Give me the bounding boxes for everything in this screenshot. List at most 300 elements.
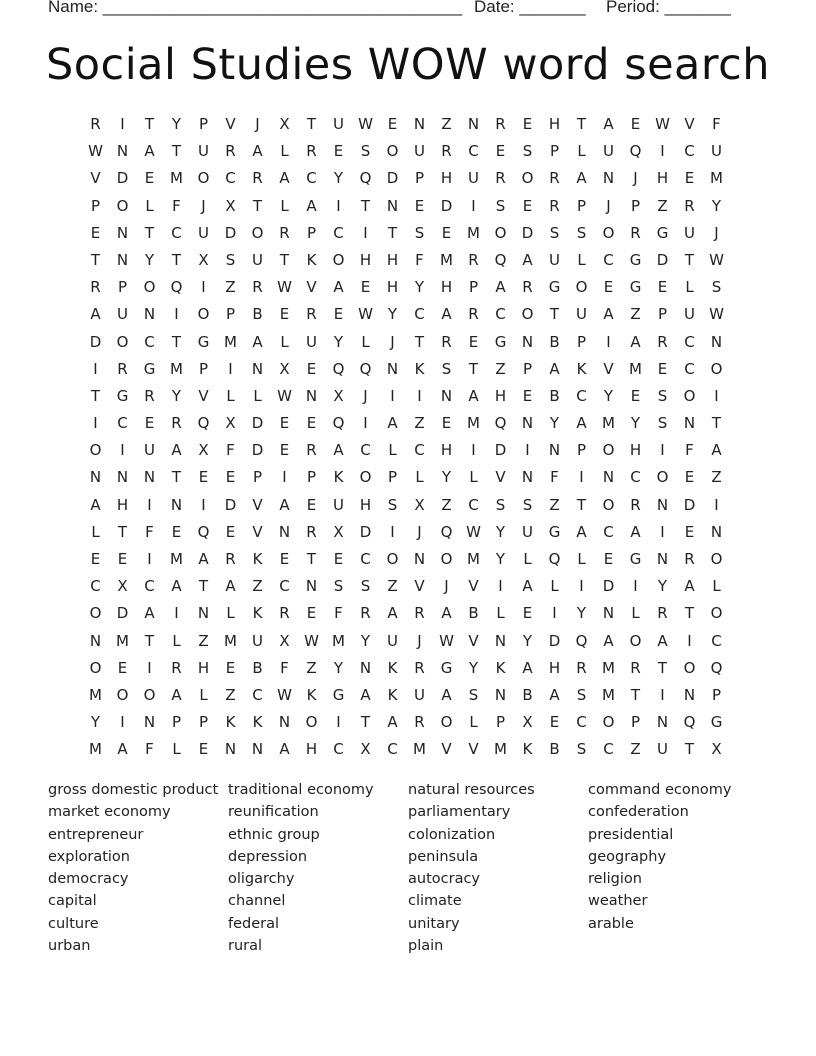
- date-field-label[interactable]: Date: _______: [474, 0, 586, 16]
- grid-letter[interactable]: Q: [629, 142, 642, 161]
- grid-letter[interactable]: Q: [494, 250, 507, 269]
- grid-letter[interactable]: J: [444, 577, 449, 596]
- grid-letter[interactable]: J: [417, 631, 422, 650]
- grid-letter[interactable]: V: [90, 169, 101, 188]
- grid-letter[interactable]: A: [549, 359, 560, 378]
- grid-letter[interactable]: I: [120, 115, 125, 133]
- grid-letter[interactable]: A: [333, 441, 344, 460]
- grid-letter[interactable]: T: [360, 196, 371, 215]
- grid-letter[interactable]: R: [414, 658, 425, 677]
- grid-letter[interactable]: G: [143, 359, 156, 378]
- grid-letter[interactable]: O: [602, 495, 615, 514]
- grid-letter[interactable]: E: [468, 332, 479, 351]
- grid-letter[interactable]: N: [251, 740, 264, 759]
- grid-letter[interactable]: I: [336, 713, 341, 732]
- grid-letter[interactable]: E: [198, 740, 209, 759]
- grid-letter[interactable]: O: [710, 550, 723, 568]
- grid-letter[interactable]: Z: [225, 278, 236, 297]
- grid-letter[interactable]: R: [117, 359, 128, 378]
- grid-letter[interactable]: A: [333, 278, 344, 297]
- grid-letter[interactable]: C: [117, 414, 128, 433]
- grid-letter[interactable]: K: [387, 685, 398, 704]
- grid-letter[interactable]: H: [440, 278, 453, 297]
- grid-letter[interactable]: G: [548, 278, 561, 297]
- grid-letter[interactable]: H: [386, 278, 399, 297]
- grid-letter[interactable]: I: [606, 332, 611, 351]
- grid-letter[interactable]: C: [90, 577, 101, 596]
- grid-letter[interactable]: P: [306, 223, 317, 242]
- grid-letter[interactable]: D: [683, 495, 696, 514]
- grid-letter[interactable]: U: [252, 631, 263, 650]
- grid-letter[interactable]: O: [143, 685, 156, 704]
- grid-letter[interactable]: A: [441, 604, 452, 623]
- grid-letter[interactable]: L: [415, 468, 424, 487]
- grid-letter[interactable]: M: [413, 740, 426, 759]
- grid-letter[interactable]: R: [495, 115, 506, 133]
- grid-letter[interactable]: A: [603, 305, 614, 324]
- grid-letter[interactable]: X: [279, 631, 290, 650]
- grid-letter[interactable]: K: [387, 658, 398, 677]
- grid-letter[interactable]: W: [88, 142, 103, 161]
- grid-letter[interactable]: I: [174, 305, 179, 324]
- grid-letter[interactable]: Z: [657, 196, 668, 215]
- grid-letter[interactable]: Y: [333, 169, 344, 188]
- grid-letter[interactable]: H: [197, 658, 210, 677]
- grid-letter[interactable]: A: [576, 522, 587, 541]
- grid-letter[interactable]: A: [630, 522, 641, 541]
- grid-letter[interactable]: E: [684, 169, 695, 188]
- grid-letter[interactable]: C: [576, 713, 587, 732]
- grid-letter[interactable]: H: [548, 658, 561, 677]
- grid-letter[interactable]: Y: [630, 414, 641, 433]
- grid-letter[interactable]: M: [332, 631, 345, 650]
- grid-letter[interactable]: U: [684, 223, 695, 242]
- grid-letter[interactable]: W: [277, 278, 292, 297]
- grid-letter[interactable]: N: [602, 604, 615, 623]
- grid-letter[interactable]: G: [629, 278, 642, 297]
- grid-letter[interactable]: L: [280, 142, 289, 161]
- grid-letter[interactable]: Q: [440, 522, 453, 541]
- grid-letter[interactable]: O: [602, 713, 615, 732]
- grid-letter[interactable]: U: [117, 305, 128, 324]
- grid-letter[interactable]: W: [439, 631, 454, 650]
- grid-letter[interactable]: Z: [306, 658, 317, 677]
- grid-letter[interactable]: N: [116, 468, 129, 487]
- grid-letter[interactable]: B: [252, 658, 263, 677]
- grid-letter[interactable]: T: [90, 386, 101, 405]
- grid-letter[interactable]: V: [468, 740, 479, 759]
- grid-letter[interactable]: A: [603, 631, 614, 650]
- grid-letter[interactable]: I: [417, 386, 422, 405]
- grid-letter[interactable]: N: [116, 250, 129, 269]
- grid-letter[interactable]: R: [225, 550, 236, 568]
- grid-letter[interactable]: T: [684, 250, 695, 269]
- grid-letter[interactable]: I: [120, 713, 125, 732]
- grid-letter[interactable]: O: [197, 305, 210, 324]
- grid-letter[interactable]: N: [197, 604, 210, 623]
- grid-letter[interactable]: R: [441, 142, 452, 161]
- grid-letter[interactable]: E: [684, 468, 695, 487]
- grid-letter[interactable]: Z: [414, 414, 425, 433]
- grid-letter[interactable]: T: [414, 332, 425, 351]
- grid-letter[interactable]: S: [360, 142, 371, 161]
- grid-letter[interactable]: N: [278, 713, 291, 732]
- grid-letter[interactable]: T: [684, 604, 695, 623]
- grid-letter[interactable]: R: [630, 223, 641, 242]
- grid-letter[interactable]: L: [685, 278, 694, 297]
- grid-letter[interactable]: Z: [630, 305, 641, 324]
- grid-letter[interactable]: R: [495, 169, 506, 188]
- grid-letter[interactable]: D: [224, 495, 237, 514]
- grid-letter[interactable]: S: [657, 386, 668, 405]
- grid-letter[interactable]: A: [90, 305, 101, 324]
- grid-letter[interactable]: I: [525, 441, 530, 460]
- grid-letter[interactable]: A: [387, 713, 398, 732]
- grid-letter[interactable]: V: [252, 522, 263, 541]
- grid-letter[interactable]: P: [414, 169, 425, 188]
- grid-letter[interactable]: I: [498, 577, 503, 596]
- grid-letter[interactable]: X: [198, 441, 209, 460]
- grid-letter[interactable]: A: [441, 685, 452, 704]
- grid-letter[interactable]: E: [144, 414, 155, 433]
- grid-letter[interactable]: M: [467, 414, 480, 433]
- grid-letter[interactable]: C: [603, 522, 614, 541]
- grid-letter[interactable]: Z: [225, 685, 236, 704]
- grid-letter[interactable]: D: [602, 577, 615, 596]
- grid-letter[interactable]: T: [306, 115, 317, 133]
- grid-letter[interactable]: D: [224, 223, 237, 242]
- grid-letter[interactable]: A: [630, 332, 641, 351]
- grid-letter[interactable]: S: [522, 142, 533, 161]
- grid-letter[interactable]: N: [683, 414, 696, 433]
- grid-letter[interactable]: E: [306, 604, 317, 623]
- grid-letter[interactable]: C: [333, 740, 344, 759]
- grid-letter[interactable]: D: [359, 522, 372, 541]
- grid-letter[interactable]: N: [710, 522, 723, 541]
- grid-letter[interactable]: B: [549, 332, 560, 351]
- grid-letter[interactable]: G: [197, 332, 210, 351]
- grid-letter[interactable]: L: [91, 522, 100, 541]
- grid-letter[interactable]: T: [144, 115, 155, 133]
- grid-letter[interactable]: L: [172, 740, 181, 759]
- grid-letter[interactable]: O: [89, 441, 102, 460]
- grid-letter[interactable]: U: [657, 740, 668, 759]
- grid-letter[interactable]: H: [440, 169, 453, 188]
- grid-letter[interactable]: T: [90, 250, 101, 269]
- grid-letter[interactable]: E: [171, 522, 182, 541]
- grid-letter[interactable]: P: [495, 713, 506, 732]
- grid-letter[interactable]: P: [630, 196, 641, 215]
- grid-letter[interactable]: P: [657, 305, 668, 324]
- grid-letter[interactable]: I: [93, 359, 98, 378]
- grid-letter[interactable]: A: [549, 685, 560, 704]
- grid-letter[interactable]: N: [440, 386, 453, 405]
- grid-letter[interactable]: T: [576, 495, 587, 514]
- grid-letter[interactable]: C: [360, 441, 371, 460]
- grid-letter[interactable]: I: [147, 658, 152, 677]
- grid-letter[interactable]: M: [170, 550, 183, 568]
- grid-letter[interactable]: Y: [576, 604, 587, 623]
- grid-letter[interactable]: W: [304, 631, 319, 650]
- grid-letter[interactable]: R: [171, 658, 182, 677]
- grid-letter[interactable]: A: [117, 740, 128, 759]
- grid-letter[interactable]: E: [333, 305, 344, 324]
- grid-letter[interactable]: K: [252, 713, 263, 732]
- grid-letter[interactable]: U: [333, 115, 344, 133]
- grid-letter[interactable]: L: [199, 685, 208, 704]
- grid-letter[interactable]: Z: [441, 115, 452, 133]
- grid-letter[interactable]: D: [548, 631, 561, 650]
- grid-letter[interactable]: D: [494, 441, 507, 460]
- grid-letter[interactable]: K: [495, 658, 506, 677]
- grid-letter[interactable]: E: [333, 142, 344, 161]
- grid-letter[interactable]: A: [225, 577, 236, 596]
- grid-letter[interactable]: A: [387, 414, 398, 433]
- grid-letter[interactable]: F: [334, 604, 343, 623]
- grid-letter[interactable]: A: [441, 305, 452, 324]
- grid-letter[interactable]: J: [201, 196, 206, 215]
- grid-letter[interactable]: S: [657, 414, 668, 433]
- grid-letter[interactable]: O: [602, 223, 615, 242]
- grid-letter[interactable]: U: [576, 305, 587, 324]
- grid-letter[interactable]: E: [279, 305, 290, 324]
- grid-letter[interactable]: E: [657, 278, 668, 297]
- grid-letter[interactable]: U: [252, 250, 263, 269]
- grid-letter[interactable]: O: [575, 278, 588, 297]
- grid-letter[interactable]: C: [144, 577, 155, 596]
- grid-letter[interactable]: F: [712, 115, 721, 133]
- grid-letter[interactable]: I: [660, 142, 665, 161]
- grid-letter[interactable]: Y: [171, 115, 182, 133]
- grid-letter[interactable]: S: [414, 223, 425, 242]
- grid-letter[interactable]: Y: [549, 414, 560, 433]
- grid-letter[interactable]: Y: [144, 250, 155, 269]
- grid-letter[interactable]: F: [145, 522, 154, 541]
- grid-letter[interactable]: L: [550, 577, 559, 596]
- grid-letter[interactable]: T: [306, 550, 317, 568]
- grid-letter[interactable]: I: [552, 604, 557, 623]
- grid-letter[interactable]: Y: [333, 332, 344, 351]
- grid-letter[interactable]: U: [144, 441, 155, 460]
- grid-letter[interactable]: M: [224, 631, 237, 650]
- grid-letter[interactable]: E: [657, 359, 668, 378]
- grid-letter[interactable]: T: [279, 250, 290, 269]
- grid-letter[interactable]: N: [89, 631, 102, 650]
- grid-letter[interactable]: C: [468, 495, 479, 514]
- grid-letter[interactable]: X: [333, 386, 344, 405]
- grid-letter[interactable]: E: [387, 115, 398, 133]
- grid-letter[interactable]: R: [414, 604, 425, 623]
- grid-letter[interactable]: E: [279, 550, 290, 568]
- grid-letter[interactable]: P: [225, 305, 236, 324]
- grid-letter[interactable]: O: [332, 250, 345, 269]
- grid-letter[interactable]: R: [630, 658, 641, 677]
- grid-letter[interactable]: C: [630, 468, 641, 487]
- grid-letter[interactable]: R: [414, 713, 425, 732]
- grid-letter[interactable]: J: [714, 223, 719, 242]
- grid-letter[interactable]: H: [359, 495, 372, 514]
- grid-letter[interactable]: L: [226, 386, 235, 405]
- grid-letter[interactable]: P: [549, 142, 560, 161]
- grid-letter[interactable]: G: [332, 685, 345, 704]
- grid-letter[interactable]: S: [576, 740, 587, 759]
- grid-letter[interactable]: Z: [252, 577, 263, 596]
- grid-letter[interactable]: I: [390, 522, 395, 541]
- grid-letter[interactable]: V: [495, 468, 506, 487]
- grid-letter[interactable]: N: [656, 495, 669, 514]
- grid-letter[interactable]: T: [171, 468, 182, 487]
- grid-letter[interactable]: Y: [387, 305, 398, 324]
- grid-letter[interactable]: E: [603, 550, 614, 568]
- grid-letter[interactable]: M: [602, 658, 615, 677]
- grid-letter[interactable]: D: [251, 441, 264, 460]
- grid-letter[interactable]: K: [252, 550, 263, 568]
- grid-letter[interactable]: P: [198, 115, 209, 133]
- grid-letter[interactable]: E: [603, 278, 614, 297]
- grid-letter[interactable]: Q: [575, 631, 588, 650]
- grid-letter[interactable]: P: [252, 468, 263, 487]
- grid-letter[interactable]: K: [225, 713, 236, 732]
- grid-letter[interactable]: M: [494, 740, 507, 759]
- grid-letter[interactable]: M: [116, 631, 129, 650]
- grid-letter[interactable]: C: [603, 740, 614, 759]
- grid-letter[interactable]: I: [363, 223, 368, 242]
- grid-letter[interactable]: N: [143, 713, 156, 732]
- grid-letter[interactable]: O: [521, 169, 534, 188]
- grid-letter[interactable]: E: [414, 196, 425, 215]
- grid-letter[interactable]: O: [251, 223, 264, 242]
- grid-letter[interactable]: M: [89, 685, 102, 704]
- grid-letter[interactable]: N: [413, 115, 426, 133]
- grid-letter[interactable]: E: [684, 522, 695, 541]
- grid-letter[interactable]: S: [225, 250, 236, 269]
- grid-letter[interactable]: D: [521, 223, 534, 242]
- grid-letter[interactable]: A: [171, 441, 182, 460]
- grid-letter[interactable]: L: [577, 550, 586, 568]
- grid-letter[interactable]: A: [576, 414, 587, 433]
- grid-letter[interactable]: N: [359, 658, 372, 677]
- grid-letter[interactable]: I: [228, 359, 233, 378]
- grid-letter[interactable]: X: [711, 740, 722, 759]
- grid-letter[interactable]: J: [417, 522, 422, 541]
- grid-letter[interactable]: B: [468, 604, 479, 623]
- grid-letter[interactable]: E: [90, 223, 101, 242]
- grid-letter[interactable]: N: [143, 305, 156, 324]
- grid-letter[interactable]: G: [656, 223, 669, 242]
- grid-letter[interactable]: T: [144, 631, 155, 650]
- grid-letter[interactable]: A: [171, 685, 182, 704]
- grid-letter[interactable]: Z: [198, 631, 209, 650]
- grid-letter[interactable]: L: [469, 468, 478, 487]
- grid-letter[interactable]: K: [306, 685, 317, 704]
- grid-letter[interactable]: Y: [711, 196, 722, 215]
- grid-letter[interactable]: N: [143, 468, 156, 487]
- grid-letter[interactable]: I: [579, 577, 584, 596]
- grid-letter[interactable]: C: [468, 142, 479, 161]
- grid-letter[interactable]: I: [282, 468, 287, 487]
- grid-letter[interactable]: I: [174, 604, 179, 623]
- grid-letter[interactable]: P: [171, 713, 182, 732]
- grid-letter[interactable]: N: [683, 685, 696, 704]
- grid-letter[interactable]: M: [602, 414, 615, 433]
- grid-letter[interactable]: N: [170, 495, 183, 514]
- grid-letter[interactable]: E: [279, 441, 290, 460]
- grid-letter[interactable]: C: [306, 169, 317, 188]
- grid-letter[interactable]: C: [225, 169, 236, 188]
- grid-letter[interactable]: Y: [360, 631, 371, 650]
- grid-letter[interactable]: M: [629, 359, 642, 378]
- grid-letter[interactable]: V: [225, 115, 236, 133]
- grid-letter[interactable]: G: [629, 550, 642, 568]
- grid-letter[interactable]: I: [579, 468, 584, 487]
- grid-letter[interactable]: N: [224, 740, 237, 759]
- grid-letter[interactable]: Q: [548, 550, 561, 568]
- grid-letter[interactable]: Y: [90, 713, 101, 732]
- grid-letter[interactable]: R: [279, 223, 290, 242]
- grid-letter[interactable]: L: [577, 142, 586, 161]
- grid-letter[interactable]: T: [252, 196, 263, 215]
- grid-letter[interactable]: L: [469, 713, 478, 732]
- grid-letter[interactable]: X: [225, 414, 236, 433]
- grid-letter[interactable]: I: [714, 386, 719, 405]
- grid-letter[interactable]: O: [440, 550, 453, 568]
- grid-letter[interactable]: A: [144, 142, 155, 161]
- grid-letter[interactable]: P: [630, 713, 641, 732]
- grid-letter[interactable]: P: [198, 713, 209, 732]
- grid-letter[interactable]: A: [279, 495, 290, 514]
- grid-letter[interactable]: T: [468, 359, 479, 378]
- grid-letter[interactable]: P: [711, 685, 722, 704]
- grid-letter[interactable]: G: [440, 658, 453, 677]
- grid-letter[interactable]: U: [414, 142, 425, 161]
- grid-letter[interactable]: O: [440, 713, 453, 732]
- grid-letter[interactable]: H: [116, 495, 129, 514]
- grid-letter[interactable]: E: [225, 522, 236, 541]
- grid-letter[interactable]: A: [279, 740, 290, 759]
- grid-letter[interactable]: Y: [495, 522, 506, 541]
- grid-letter[interactable]: A: [657, 631, 668, 650]
- grid-letter[interactable]: K: [333, 468, 344, 487]
- grid-letter[interactable]: U: [414, 685, 425, 704]
- grid-letter[interactable]: Y: [495, 550, 506, 568]
- grid-letter[interactable]: C: [333, 223, 344, 242]
- grid-letter[interactable]: I: [201, 495, 206, 514]
- grid-letter[interactable]: A: [576, 169, 587, 188]
- grid-letter[interactable]: H: [629, 441, 642, 460]
- grid-letter[interactable]: T: [630, 685, 641, 704]
- grid-letter[interactable]: R: [252, 278, 263, 297]
- grid-letter[interactable]: T: [576, 115, 587, 133]
- grid-letter[interactable]: O: [89, 658, 102, 677]
- grid-letter[interactable]: K: [522, 740, 533, 759]
- grid-letter[interactable]: W: [466, 522, 481, 541]
- grid-letter[interactable]: Y: [441, 468, 452, 487]
- grid-letter[interactable]: E: [333, 550, 344, 568]
- grid-letter[interactable]: R: [252, 169, 263, 188]
- grid-letter[interactable]: O: [710, 359, 723, 378]
- grid-letter[interactable]: C: [171, 223, 182, 242]
- grid-letter[interactable]: M: [710, 169, 723, 188]
- grid-letter[interactable]: D: [89, 332, 102, 351]
- grid-letter[interactable]: R: [144, 386, 155, 405]
- grid-letter[interactable]: U: [522, 522, 533, 541]
- grid-letter[interactable]: S: [441, 359, 452, 378]
- grid-letter[interactable]: I: [336, 196, 341, 215]
- grid-letter[interactable]: N: [602, 169, 615, 188]
- grid-letter[interactable]: A: [522, 577, 533, 596]
- grid-letter[interactable]: R: [657, 604, 668, 623]
- grid-letter[interactable]: A: [603, 115, 614, 133]
